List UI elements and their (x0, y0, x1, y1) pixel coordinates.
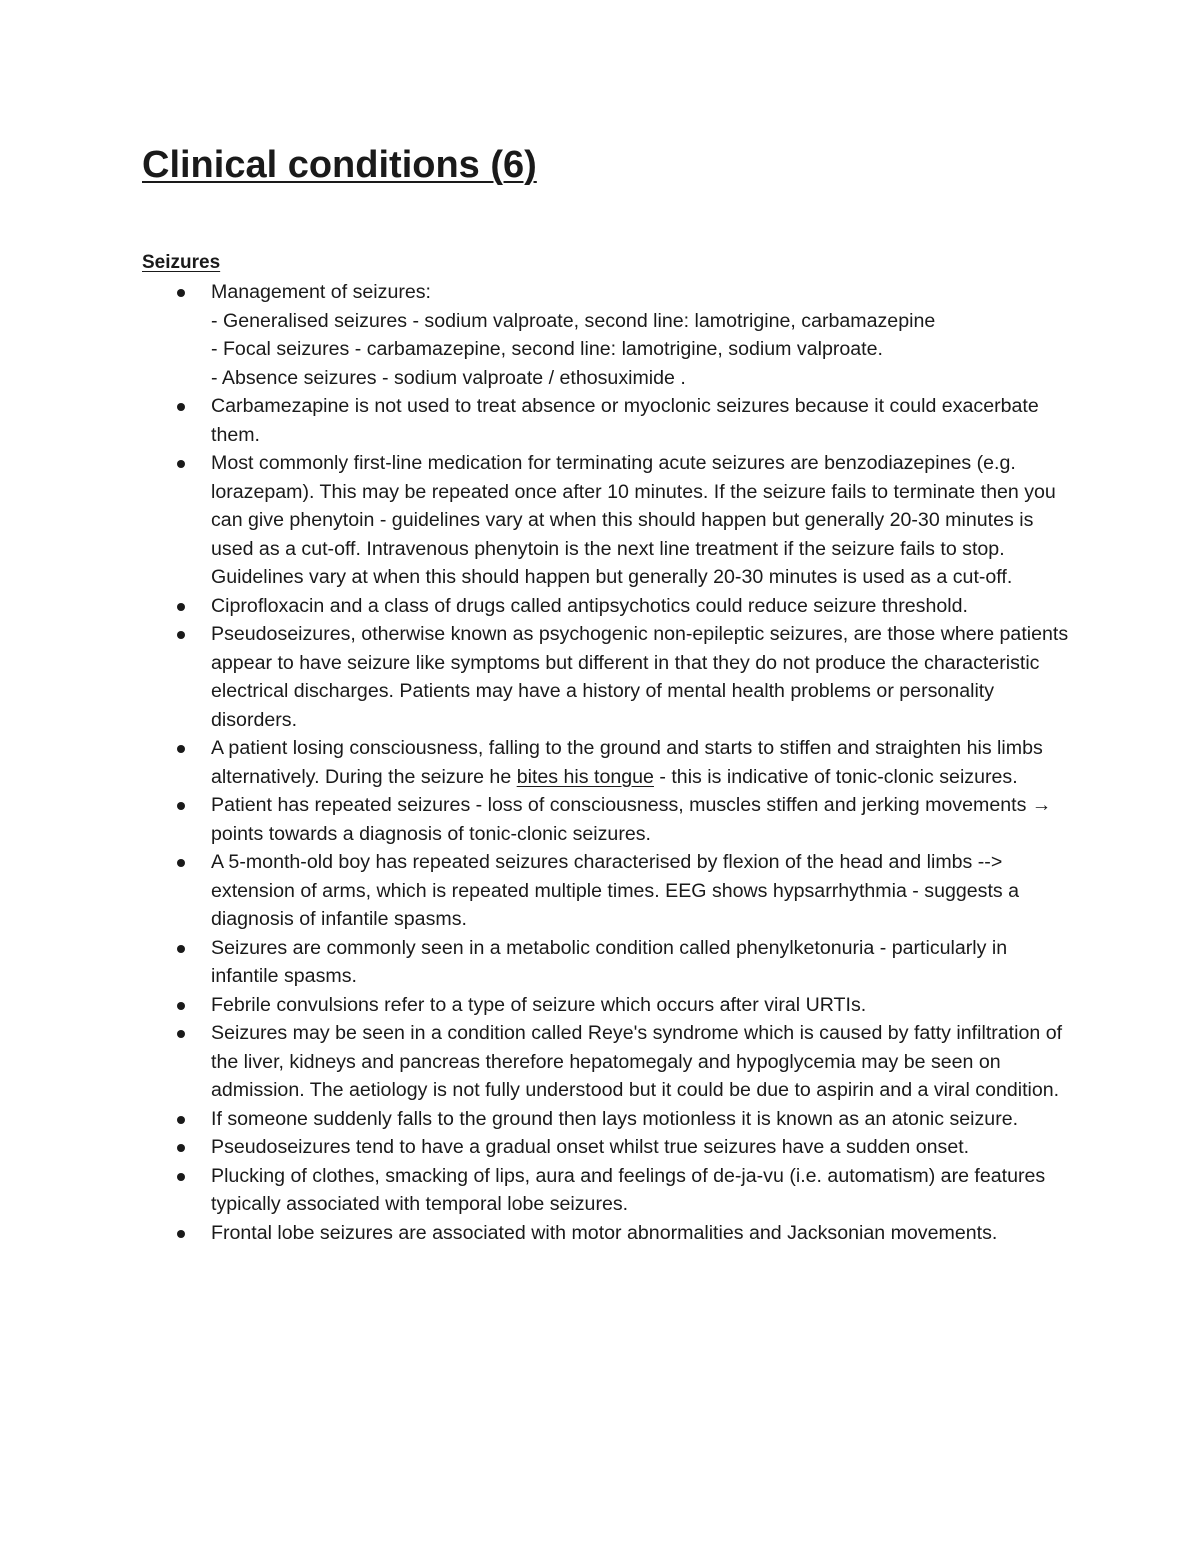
list-item-text: Febrile convulsions refer to a type of seizure which occurs after viral URTIs. (211, 993, 867, 1016)
bullet-icon (177, 603, 185, 611)
list-item (211, 1162, 1071, 1219)
bullet-icon (177, 289, 185, 297)
section-heading-seizures: Seizures (142, 252, 221, 273)
list-item-text: Ciprofloxacin and a class of drugs called antipsychotics could reduce seizure threshold. (211, 594, 968, 617)
list-item (211, 934, 1071, 991)
seizures-bullet-list (211, 278, 1071, 1247)
list-item-text: Seizures may be seen in a condition called Reye's syndrome which is caused by fatty infiltration of the liver, kidneys and pancreas therefore hepatomegaly and hypoglycemia may be seen on admission. The aetiology is not fully understood but it could be due to aspirin and a viral condition. (211, 1022, 1063, 1101)
list-item (211, 1019, 1071, 1105)
bullet-icon (177, 945, 185, 953)
list-sub-line: - Focal seizures - carbamazepine, second line: lamotrigine, sodium valproate. (211, 338, 883, 360)
list-item (211, 620, 1071, 734)
list-item (211, 1219, 1071, 1248)
list-item-text: If someone suddenly falls to the ground then lays motionless it is known as an atonic seizure. (211, 1107, 1019, 1130)
bullet-icon (177, 745, 185, 753)
list-item (211, 791, 1071, 848)
bullet-icon (177, 1116, 185, 1124)
list-item-text: A 5-month-old boy has repeated seizures characterised by flexion of the head and limbs --> extension of arms, which is repeated multiple times. EEG shows hypsarrhythmia - suggests a diagnosis of infantile spasms. (211, 851, 1020, 930)
bullet-icon (177, 1002, 185, 1010)
list-item-text: Seizures are commonly seen in a metabolic condition called phenylketonuria - particularly in infantile spasms. (211, 936, 1008, 987)
list-item (211, 1105, 1071, 1134)
bullet-icon (177, 1030, 185, 1038)
list-item-label: Management of seizures: (211, 281, 431, 303)
bullet-icon (177, 403, 185, 411)
list-item (211, 392, 1071, 449)
list-item-text-before: A patient losing consciousness, falling to the ground and starts to stiffen and straighten his limbs alternatively. During the seizure he (211, 737, 1043, 788)
list-item-text-after: - this is indicative of tonic-clonic seizures. (653, 765, 1018, 788)
list-item (211, 1133, 1071, 1162)
bullet-icon (177, 802, 185, 810)
list-item-text: Patient has repeated seizures - loss of consciousness, muscles stiffen and jerking movements → points towards a diagnosis of tonic-clonic seizures. (211, 794, 1052, 845)
list-item-text: Plucking of clothes, smacking of lips, aura and feelings of de-ja-vu (i.e. automatism) are features typically associated with temporal lobe seizures. (211, 1164, 1046, 1215)
list-item-text: Pseudoseizures, otherwise known as psychogenic non-epileptic seizures, are those where patients appear to have seizure like symptoms but different in that they do not produce the characteristic electrical discharges. Patients may have a history of mental health problems or personality disorders. (211, 623, 1069, 731)
list-item (211, 991, 1071, 1020)
list-item (211, 848, 1071, 934)
underlined-phrase: bites his tongue (516, 765, 654, 788)
bullet-icon (177, 1173, 185, 1181)
bullet-icon (177, 1144, 185, 1152)
bullet-icon (177, 859, 185, 867)
list-item-text: Most commonly first-line medication for terminating acute seizures are benzodiazepines (e.g. lorazepam). This may be repeated once after 10 minutes. If the seizure fails to terminate then you can give phenytoin - guidelines vary at when this should happen but generally 20-30 minutes is used as a cut-off. Intravenous phenytoin is the next line treatment if the seizure fails to stop. Guidelines vary at when this should happen but generally 20-30 minutes is used as a cut-off. (211, 452, 1056, 588)
list-item-text: Pseudoseizures tend to have a gradual onset whilst true seizures have a sudden onset. (211, 1136, 970, 1158)
list-item (211, 734, 1071, 791)
list-sub-line: - Generalised seizures - sodium valproate, second line: lamotrigine, carbamazepine (211, 309, 936, 332)
list-item-text: Frontal lobe seizures are associated with motor abnormalities and Jacksonian movements. (211, 1221, 998, 1244)
document-title: Clinical conditions (6) (142, 144, 537, 186)
list-item (211, 278, 1071, 392)
bullet-icon (177, 1230, 185, 1238)
bullet-icon (177, 460, 185, 468)
list-item (211, 592, 1071, 621)
list-item-text: Carbamezapine is not used to treat absence or myoclonic seizures because it could exacerbate them. (211, 395, 1039, 446)
bullet-icon (177, 631, 185, 639)
list-sub-line: - Absence seizures - sodium valproate / ethosuximide . (211, 366, 686, 389)
list-item (211, 449, 1071, 592)
